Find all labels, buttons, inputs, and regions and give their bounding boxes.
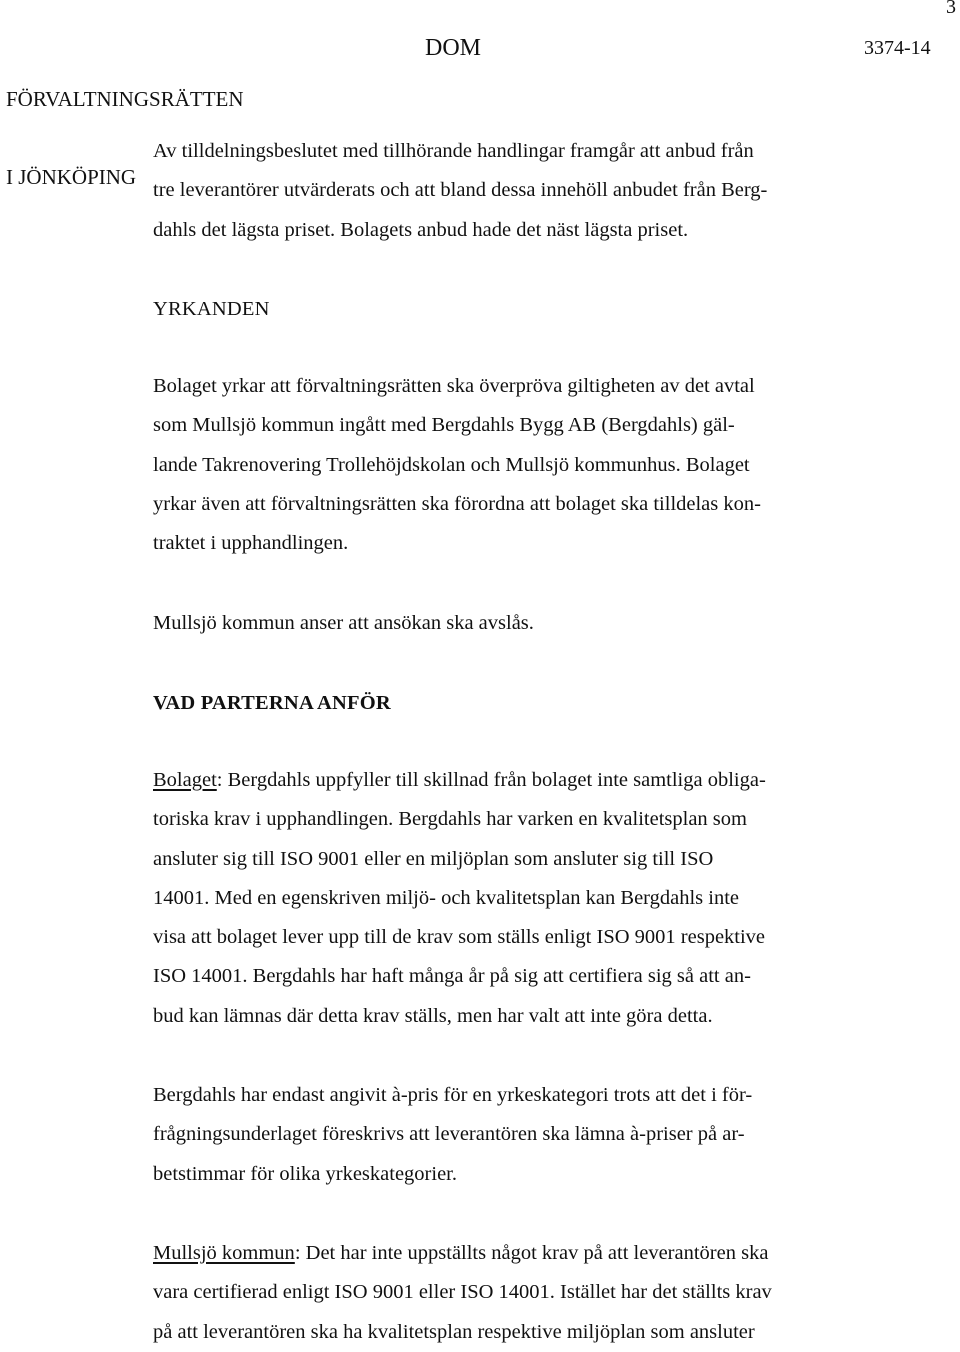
text-line: ISO 14001. Bergdahls har haft många år på sig att certifiera sig så att an-: [153, 965, 751, 988]
text-line: vara certifierad enligt ISO 9001 eller ISO 14001. Istället har det ställts krav: [153, 1281, 772, 1304]
text-line: Av tilldelningsbeslutet med tillhörande handlingar framgår att anbud från: [153, 140, 754, 162]
text-line: yrkar även att förvaltningsrätten ska förordna att bolaget ska tilldelas kon-: [153, 492, 761, 515]
text-line: [153, 761, 823, 800]
paragraph-award: [153, 132, 823, 250]
text-fragment: : Bergdahls uppfyller till skillnad från bolaget inte samtliga obliga-: [216, 769, 766, 791]
party-label-company: Bolaget: [153, 769, 217, 791]
text-line: traktet i upphandlingen.: [153, 532, 349, 555]
court-name-line-1: FÖRVALTNINGSRÄTTEN: [6, 87, 244, 111]
text-line: [153, 1234, 823, 1273]
text-line: visa att bolaget lever upp till de krav som ställs enligt ISO 9001 respektive: [153, 926, 766, 949]
text-line: frågningsunderlaget föreskrivs att leverantören ska lämna à-priser på ar-: [153, 1123, 745, 1146]
paragraph-municipality: [153, 1234, 823, 1352]
text-line: Bolaget yrkar att förvaltningsrätten ska överpröva giltigheten av det avtal: [153, 375, 755, 397]
paragraph-response: [153, 604, 823, 643]
paragraph-price: [153, 1076, 823, 1194]
heading-arguments: VAD PARTERNA ANFÖR: [153, 692, 391, 714]
text-line: Bergdahls har endast angivit à-pris för en yrkeskategori trots att det i för-: [153, 1084, 753, 1106]
document-type: DOM: [425, 35, 482, 61]
paragraph-claims: [153, 367, 823, 563]
text-line: som Mullsjö kommun ingått med Bergdahls Bygg AB (Bergdahls) gäl-: [153, 414, 735, 437]
text-line: betstimmar för olika yrkeskategorier.: [153, 1162, 457, 1185]
text-line: tre leverantörer utvärderats och att bland dessa innehöll anbudet från Berg-: [153, 179, 768, 202]
text-line: lande Takrenovering Trollehöjdskolan och Mullsjö kommunhus. Bolaget: [153, 453, 750, 476]
text-line: bud kan lämnas där detta krav ställs, men har valt att inte göra detta.: [153, 1004, 713, 1027]
party-label-municipality: Mullsjö kommun: [153, 1242, 295, 1264]
text-line: på att leverantören ska ha kvalitetsplan respektive miljöplan som ansluter: [153, 1320, 755, 1343]
paragraph-company: [153, 761, 823, 1036]
text-line: ansluter sig till ISO 9001 eller en miljöplan som ansluter sig till ISO: [153, 847, 714, 870]
text-line: toriska krav i upphandlingen. Bergdahls har varken en kvalitetsplan som: [153, 808, 747, 831]
text-line: 14001. Med en egenskriven miljö- och kvalitetsplan kan Bergdahls inte: [153, 886, 740, 909]
court-name-line-2: I JÖNKÖPING: [6, 165, 137, 189]
page-number: 3: [946, 0, 956, 18]
case-number: 3374-14: [864, 37, 931, 59]
text-line: dahls det lägsta priset. Bolagets anbud hade det näst lägsta priset.: [153, 218, 689, 241]
text-line: Mullsjö kommun anser att ansökan ska avslås.: [153, 612, 534, 634]
heading-claims: YRKANDEN: [153, 298, 270, 320]
text-fragment: : Det har inte uppställts något krav på att leverantören ska: [294, 1242, 769, 1264]
